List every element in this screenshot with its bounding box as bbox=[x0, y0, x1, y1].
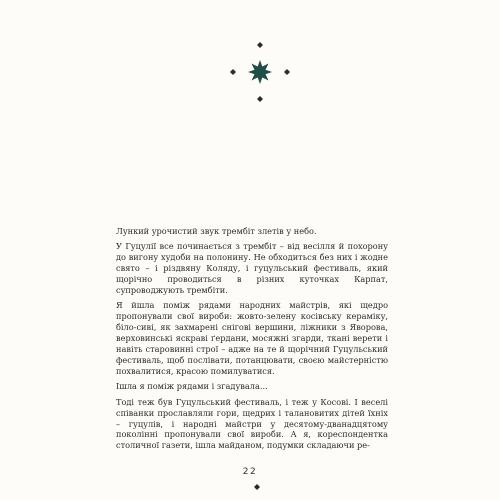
star-icon bbox=[248, 60, 272, 84]
paragraph-2: У Гуцулії все починається з трембіт – від весілля й похорону до вигону худоби на полонину. Не обходиться без них і жодне свято – і різдвяну Коляду, і гуцульський фестиваль, який щорічно проводиться в різних куточках Карпат, супроводжують трембіти. bbox=[116, 241, 388, 296]
page-footer bbox=[0, 461, 500, 479]
diamond-bottom-icon bbox=[257, 96, 263, 102]
diamond-left-icon bbox=[230, 69, 236, 75]
paragraph-4: Ішла я поміж рядами і згадувала... bbox=[116, 381, 268, 392]
diamond-icon bbox=[254, 484, 260, 490]
star-with-diamonds-icon bbox=[225, 37, 295, 107]
paragraph-3: Я йшла поміж рядами народних майстрів, які щедро пропонували свої вироби: жовто-зелену косівську кераміку, біло-сиві, як захмарені снігові вершини, ліжники з Яворова, верховинські яскраві ґердани, мосяжні згарди, ткані верети і навіть старовинні строї – адже на те й щорічний Гуцульський фестиваль, щоб послівати, потанцювати, своєю майстерністю похвалитися, красою помилуватися. bbox=[116, 300, 388, 376]
diamond-top-icon bbox=[257, 42, 263, 48]
paragraph-1: Лункий урочистий звук трембіт злетів у небо. bbox=[116, 226, 317, 236]
page-number: 22 bbox=[242, 467, 258, 477]
body-text bbox=[116, 226, 388, 451]
diamond-right-icon bbox=[284, 69, 290, 75]
paragraph-5: Тоді теж був Гуцульський фестиваль, і теж у Косові. І веселі співанки прославляли гори, щедрих і талановитих дітей їхніх – гуцулів, і народні майстри у десятому-дванадцятому поколінні пропонували свої вироби. А я, кореспондентка столичної газети, ішла майданом, подумки складаючи ре- bbox=[116, 396, 388, 451]
